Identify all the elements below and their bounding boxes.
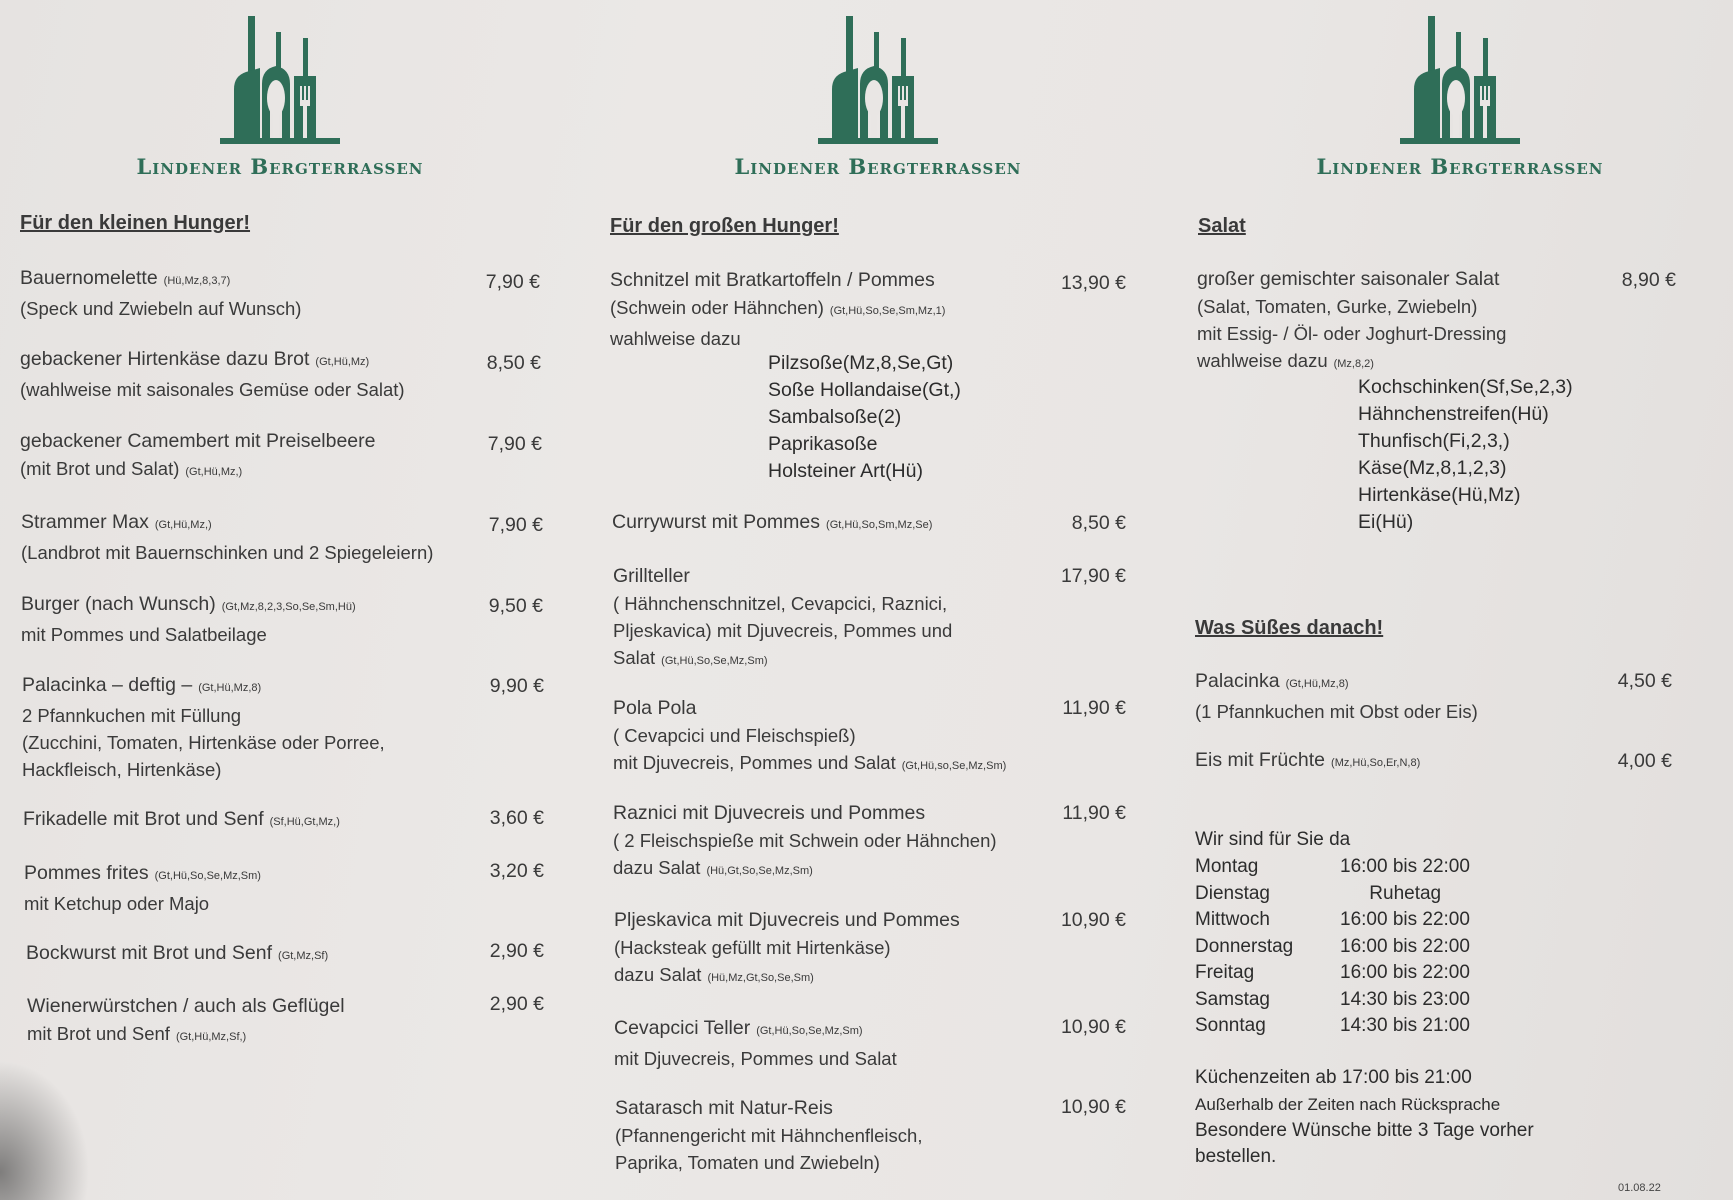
- topping-option: Thunfisch(Fi,2,3,): [1358, 430, 1510, 452]
- topping-option: Hirtenkäse(Hü,Mz): [1358, 484, 1521, 506]
- section-heading-big-hunger: Für den großen Hunger!: [610, 215, 839, 237]
- note-line: Besondere Wünsche bitte 3 Tage vorher: [1195, 1120, 1534, 1141]
- menu-item: [21, 509, 433, 566]
- menu-item: [23, 806, 340, 836]
- section-heading-small-hunger: Für den kleinen Hunger!: [20, 212, 251, 234]
- item-allergens: (Gt,Hü,So,Sm,Mz,Se): [826, 519, 933, 531]
- item-name: Currywurst mit Pommes: [612, 511, 821, 533]
- note-line: Außerhalb der Zeiten nach Rücksprache: [1195, 1095, 1501, 1114]
- item-name: Satarasch mit Natur-Reis: [615, 1097, 833, 1119]
- item-price: 2,90 €: [489, 993, 544, 1015]
- item-name: Cevapcici Teller: [614, 1017, 751, 1039]
- item-price: 2,90 €: [489, 940, 544, 962]
- item-name: Pommes frites: [24, 862, 149, 884]
- item-allergens: (Gt,Hü,Mz,Sf,): [175, 1031, 247, 1043]
- item-name: Eis mit Früchte: [1195, 749, 1326, 771]
- item-price: 4,50 €: [1617, 670, 1672, 692]
- menu-item: [21, 591, 356, 648]
- item-name: Pola Pola: [613, 697, 697, 719]
- brand-name: Lindener Bergterrassen: [734, 154, 1022, 179]
- item-price: 10,90 €: [1060, 1096, 1126, 1118]
- item-description: (mit Brot und Salat): [20, 458, 180, 479]
- menu-item: [24, 860, 261, 917]
- item-name: Palacinka – deftig –: [22, 674, 193, 696]
- opening-hours-title: Wir sind für Sie da: [1195, 829, 1351, 850]
- item-price: 9,50 €: [488, 595, 543, 617]
- menu-item: [26, 940, 328, 970]
- item-description-line: (Pfannengericht mit Hähnchenfleisch,: [615, 1125, 923, 1146]
- sauce-option: Paprikasoße: [768, 433, 878, 455]
- item-description: (Schwein oder Hähnchen): [610, 297, 824, 318]
- item-price: 7,90 €: [487, 433, 542, 455]
- menu-item: [614, 907, 960, 992]
- opening-hours-row: Montag 16:00 bis 22:00: [1195, 856, 1470, 877]
- opening-hours-row: Donnerstag 16:00 bis 22:00: [1195, 936, 1470, 957]
- kitchen-hours: Küchenzeiten ab 17:00 bis 21:00: [1195, 1067, 1472, 1088]
- item-allergens: (Gt,Hü,Mz,8): [198, 682, 262, 694]
- sauce-option: Sambalsoße(2): [768, 406, 902, 428]
- item-description: dazu Salat: [614, 964, 702, 985]
- item-name: Raznici mit Djuvecreis und Pommes: [613, 802, 926, 824]
- item-description: (Landbrot mit Bauernschinken und 2 Spiegeleiern): [21, 542, 434, 563]
- topping-option: Kochschinken(Sf,Se,2,3): [1358, 376, 1573, 398]
- item-allergens: (Gt,Hü,so,Se,Mz,Sm): [901, 760, 1007, 772]
- item-name: Schnitzel mit Bratkartoffeln / Pommes: [610, 269, 935, 291]
- sauce-option: Pilzsoße(Mz,8,Se,Gt): [768, 352, 954, 374]
- topping-option: Ei(Hü): [1358, 511, 1414, 533]
- item-name: Wienerwürstchen / auch als Geflügel: [27, 995, 345, 1017]
- opening-hours-row: Dienstag Ruhetag: [1195, 883, 1442, 904]
- note-line: bestellen.: [1195, 1146, 1277, 1167]
- item-description: mit Ketchup oder Majo: [24, 893, 210, 914]
- menu-item-salad: [1197, 266, 1506, 378]
- building-fork-spoon-icon: [1400, 14, 1520, 144]
- item-price: 10,90 €: [1060, 1016, 1126, 1038]
- item-allergens: (Gt,Hü,Mz,8): [1285, 678, 1349, 690]
- item-allergens: (Mz,Hü,So,Er,N,8): [1331, 757, 1421, 769]
- sauce-option: Soße Hollandaise(Gt,): [768, 379, 961, 401]
- item-price: 7,90 €: [488, 514, 543, 536]
- item-description: mit Brot und Senf: [27, 1023, 170, 1044]
- item-description: dazu Salat: [613, 857, 701, 878]
- item-price: 7,90 €: [485, 271, 540, 293]
- menu-column-small-hunger: [0, 0, 560, 1200]
- item-description: 2 Pfannkuchen mit Füllung: [22, 705, 242, 726]
- item-description: (wahlweise mit saisonales Gemüse oder Salat): [20, 379, 405, 400]
- opening-hours-row: Sonntag 14:30 bis 21:00: [1195, 1015, 1470, 1036]
- menu-item: [615, 1095, 922, 1176]
- opening-hours-row: Freitag 16:00 bis 22:00: [1195, 962, 1470, 983]
- menu-item: [27, 993, 345, 1051]
- item-description-line: ( Cevapcici und Fleischspieß): [613, 725, 856, 746]
- item-price: 17,90 €: [1060, 565, 1126, 587]
- item-allergens: (Gt,Hü,Mz): [315, 356, 370, 368]
- item-name: Palacinka: [1195, 670, 1280, 692]
- item-allergens: (Mz,8,2): [1333, 358, 1374, 370]
- item-name: gebackener Camembert mit Preiselbeere: [20, 430, 376, 452]
- item-price: 8,90 €: [1621, 269, 1676, 291]
- restaurant-logo: [120, 14, 440, 179]
- item-name: Burger (nach Wunsch): [21, 593, 216, 615]
- item-description-line: (Zucchini, Tomaten, Hirtenkäse oder Porree,: [22, 732, 385, 753]
- menu-item: [1195, 668, 1478, 725]
- brand-name: Lindener Bergterrassen: [1316, 154, 1604, 179]
- menu-item: [612, 509, 932, 539]
- menu-item: [614, 1015, 897, 1072]
- topping-option: Hähnchenstreifen(Hü): [1358, 403, 1549, 425]
- menu-item: [613, 563, 952, 675]
- item-allergens: (Hü,Gt,So,Se,Mz,Sm): [706, 865, 813, 877]
- finger-shadow: [0, 1060, 90, 1200]
- item-description-line: Hackfleisch, Hirtenkäse): [22, 759, 222, 780]
- item-allergens: (Hü,Mz,8,3,7): [163, 275, 231, 287]
- section-heading-salad: Salat: [1198, 215, 1246, 237]
- item-allergens: (Sf,Hü,Gt,Mz,): [269, 816, 340, 828]
- item-name: Frikadelle mit Brot und Senf: [23, 808, 264, 830]
- item-name: Pljeskavica mit Djuvecreis und Pommes: [614, 909, 960, 931]
- item-price: 4,00 €: [1617, 750, 1672, 772]
- item-allergens: (Gt,Hü,Mz,): [185, 466, 243, 478]
- opening-hours-row: Mittwoch 16:00 bis 22:00: [1195, 909, 1470, 930]
- building-fork-spoon-icon: [818, 14, 938, 144]
- item-description-line: ( Hähnchenschnitzel, Cevapcici, Raznici,: [613, 593, 948, 614]
- item-price: 11,90 €: [1062, 802, 1126, 824]
- item-description: mit Djuvecreis, Pommes und Salat: [613, 752, 896, 773]
- item-name: großer gemischter saisonaler Salat: [1197, 268, 1500, 290]
- print-date: 01.08.22: [1618, 1182, 1661, 1194]
- item-description: Salat: [613, 647, 656, 668]
- salad-topping-options: [1358, 374, 1573, 536]
- section-heading-dessert: Was Süßes danach!: [1195, 617, 1384, 639]
- topping-option: Käse(Mz,8,1,2,3): [1358, 457, 1507, 479]
- item-name: Strammer Max: [21, 511, 149, 533]
- item-description: (1 Pfannkuchen mit Obst oder Eis): [1195, 701, 1478, 722]
- item-description: (Speck und Zwiebeln auf Wunsch): [20, 298, 302, 319]
- sauce-option: Holsteiner Art(Hü): [768, 460, 923, 482]
- menu-column-big-hunger: [592, 0, 1152, 1200]
- item-allergens: (Gt,Hü,Mz,): [154, 519, 212, 531]
- menu-item: [613, 800, 997, 885]
- building-fork-spoon-icon: [220, 14, 340, 144]
- item-name: Bockwurst mit Brot und Senf: [26, 942, 273, 964]
- item-allergens: (Gt,Hü,So,Se,Mz,Sm): [154, 870, 261, 882]
- menu-item: [613, 695, 1006, 780]
- item-price: 8,50 €: [1071, 512, 1126, 534]
- item-description: (Salat, Tomaten, Gurke, Zwiebeln): [1197, 296, 1478, 317]
- item-price: 13,90 €: [1060, 272, 1126, 294]
- menu-item: [1195, 747, 1420, 777]
- item-name: Grillteller: [613, 565, 690, 587]
- menu-item: [20, 428, 376, 486]
- item-description: mit Pommes und Salatbeilage: [21, 624, 267, 645]
- item-description-line: wahlweise dazu: [1197, 350, 1328, 371]
- item-description-line: mit Djuvecreis, Pommes und Salat: [614, 1048, 897, 1069]
- brand-name: Lindener Bergterrassen: [136, 154, 424, 179]
- item-description-line: Paprika, Tomaten und Zwiebeln): [615, 1152, 880, 1173]
- item-price: 9,90 €: [489, 675, 544, 697]
- menu-item-schnitzel: [610, 267, 945, 352]
- item-allergens: (Gt,Hü,So,Se,Mz,Sm): [756, 1025, 863, 1037]
- item-price: 3,60 €: [489, 807, 544, 829]
- item-name: gebackener Hirtenkäse dazu Brot: [20, 348, 310, 370]
- opening-hours-row: Samstag 14:30 bis 23:00: [1195, 989, 1470, 1010]
- item-price: 10,90 €: [1060, 909, 1126, 931]
- menu-item: [22, 672, 385, 783]
- item-description-line: mit Essig- / Öl- oder Joghurt-Dressing: [1197, 323, 1507, 344]
- item-allergens: (Hü,Mz,Gt,So,Se,Sm): [707, 972, 814, 984]
- item-allergens: (Gt,Mz,8,2,3,So,Se,Sm,Hü): [221, 601, 356, 613]
- restaurant-logo: [718, 14, 1038, 179]
- menu-item: [20, 346, 405, 403]
- item-allergens: (Gt,Hü,So,Se,Mz,Sm): [661, 655, 768, 667]
- item-name: Bauernomelette: [20, 267, 158, 289]
- menu-item: [20, 265, 301, 322]
- item-allergens: (Gt,Hü,So,Se,Sm,Mz,1): [829, 305, 946, 317]
- item-description-line: Pljeskavica) mit Djuvecreis, Pommes und: [613, 620, 953, 641]
- item-price: 8,50 €: [486, 352, 541, 374]
- menu-column-salad-dessert: [1180, 0, 1700, 1200]
- item-description-line: wahlweise dazu: [610, 328, 741, 349]
- item-description-line: (Hacksteak gefüllt mit Hirtenkäse): [614, 937, 891, 958]
- item-allergens: (Gt,Mz,Sf): [278, 950, 329, 962]
- item-description-line: ( 2 Fleischspieße mit Schwein oder Hähnchen): [613, 830, 997, 851]
- item-price: 11,90 €: [1062, 697, 1126, 719]
- item-price: 3,20 €: [489, 860, 544, 882]
- restaurant-logo: [1300, 14, 1620, 179]
- sauce-options: [768, 350, 961, 485]
